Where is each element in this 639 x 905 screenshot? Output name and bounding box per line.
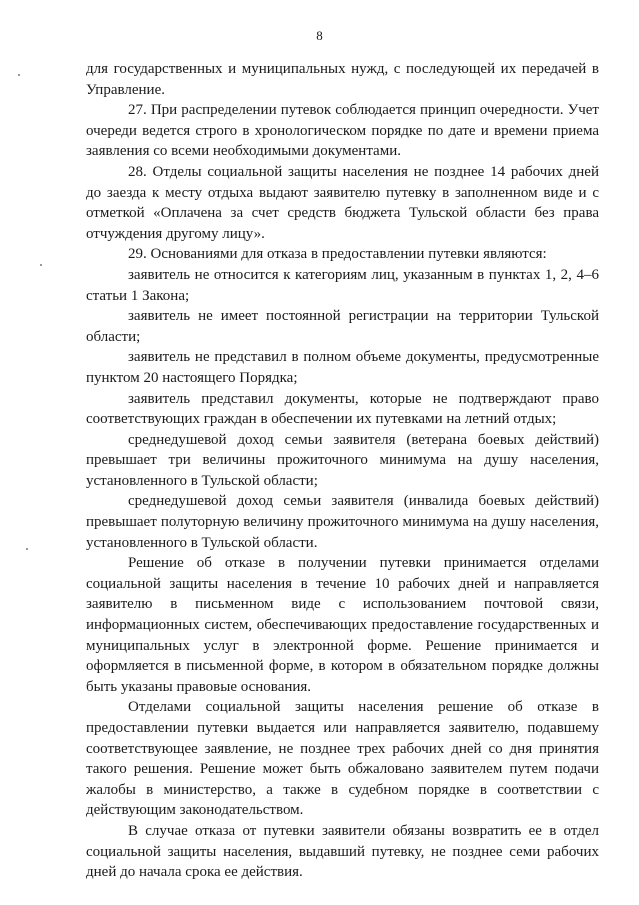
paragraph-item-28: 28. Отделы социальной защиты населения не позднее 14 рабочих дней до заезда к месту отдыха выдают заявителю путевку в заполненном виде и с отметкой «Оплачена за счет средств бюджета Тульской области без права отчуждения другому лицу». <box>86 163 599 242</box>
refusal-ground-5: среднедушевой доход семьи заявителя (ветерана боевых действий) превышает три величины прожиточного минимума на душу населения, установленного в Тульской области; <box>86 431 599 489</box>
refusal-ground-2: заявитель не имеет постоянной регистрации на территории Тульской области; <box>86 308 599 345</box>
page-number: 8 <box>316 28 323 43</box>
scan-speck <box>26 548 28 550</box>
refusal-ground-6: среднедушевой доход семьи заявителя (инвалида боевых действий) превышает полуторную величину прожиточного минимума на душу населения, установленного в Тульской области. <box>86 493 599 551</box>
scan-speck <box>18 74 20 76</box>
paragraph-refusal-notification: Отделами социальной защиты населения решение об отказе в предоставлении путевки выдается или направляется заявителю, подавшему соответствующее заявление, не позднее трех рабочих дней со дня принятия такого решения. Решение может быть обжаловано заявителем путем подачи жалобы в министерство, а также в судебном порядке в соответствии с действующим законодательством. <box>86 699 599 819</box>
scan-speck <box>40 264 42 266</box>
paragraph-voucher-return: В случае отказа от путевки заявители обязаны возвратить ее в отдел социальной защиты населения, выдавший путевку, не позднее семи рабочих дней до начала срока ее действия. <box>86 822 599 881</box>
refusal-ground-4: заявитель представил документы, которые не подтверждают право соответствующих граждан в обеспечении их путевками на летний отдых; <box>86 390 599 428</box>
paragraph-item-27: 27. При распределении путевок соблюдается принцип очередности. Учет очереди ведется строго в хронологическом порядке по дате и времени приема заявления со всеми необходимыми документами. <box>86 102 599 160</box>
paragraph-continuation: для государственных и муниципальных нужд, с последующей их передачей в Управление. <box>86 61 599 98</box>
document-body <box>86 59 599 883</box>
refusal-ground-1: заявитель не относится к категориям лиц, указанным в пунктах 1, 2, 4–6 статьи 1 Закона; <box>86 266 599 304</box>
paragraph-item-29: 29. Основаниями для отказа в предоставлении путевки являются: <box>128 246 547 263</box>
refusal-ground-3: заявитель не представил в полном объеме документы, предусмотренные пунктом 20 настоящего Порядка; <box>86 349 599 386</box>
paragraph-refusal-decision: Решение об отказе в получении путевки принимается отделами социальной защиты населения в течение 10 рабочих дней и направляется заявителю в письменном виде с использованием почтовой связи, информационных систем, обеспечивающих предоставление государственных и муниципальных услуг в электронной форме. Решение принимается и оформляется в письменной форме, в котором в обязательном порядке должны быть указаны правовые основания. <box>86 555 599 695</box>
